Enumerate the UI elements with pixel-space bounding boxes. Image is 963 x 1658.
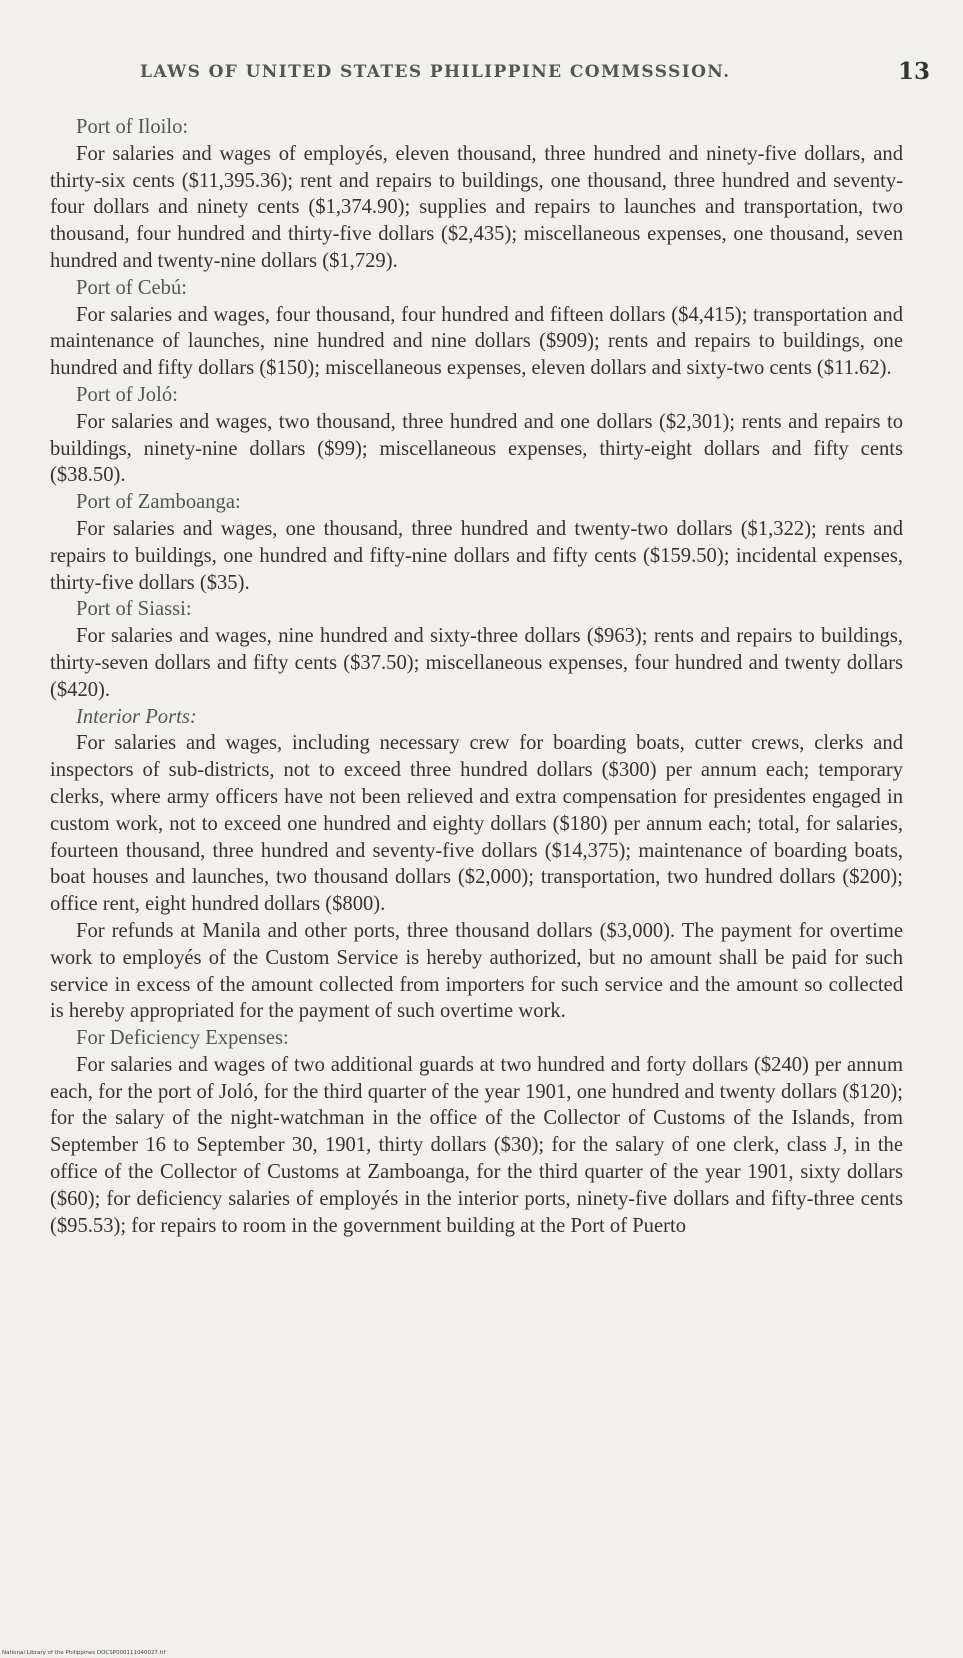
section-paragraph: For salaries and wages of two additional guards at two hundred and forty dollars ($240) per annum each, for the port of Joló, for the third quarter of the year 1901, one hundred and twenty dollars ($120); for the salary of the night-watchman in the office of the Collector of Customs of the Islands, from September 16 to September 30, 1901, thirty dollars ($30); for the salary of one clerk, class J, in the office of the Collector of Customs at Zamboanga, for the third quarter of the year 1901, sixty dollars ($60); for deficiency salaries of employés in the interior ports, ninety-five dollars and fifty-three cents ($95.53); for repairs to room in the government building at the Port of Puerto xyxy=(50,1053,903,1237)
section-paragraph: For salaries and wages, including necessary crew for boarding boats, cutter crews, clerks and inspectors of sub-districts, not to exceed three hundred dollars ($300) per annum each; temporary clerks, where army officers have not been relieved and extra compensation for presidentes engaged in custom work, not to exceed one hundred and eighty dollars ($180) per annum each; total, for salaries, fourteen thousand, three hundred and seventy-five dollars ($14,375); maintenance of boarding boats, boat houses and launches, two thousand dollars ($2,000); transportation, two hundred dollars ($200); office rent, eight hundred dollars ($800). xyxy=(50,732,903,916)
section-paragraph: For salaries and wages, four thousand, four hundred and fifteen dollars ($4,415); transportation and maintenance of launches, nine hundred and nine dollars ($909); rents and repairs to buildings, one hundred and fifty dollars ($150); miscellaneous expenses, eleven dollars and sixty-two cents ($11.62). xyxy=(50,303,903,380)
section-paragraph: For salaries and wages, one thousand, three hundred and twenty-two dollars ($1,322); rents and repairs to buildings, one hundred and fifty-nine dollars and fifty cents ($159.50); incidental expenses, thirty-five dollars ($35). xyxy=(50,517,903,594)
section-heading: Port of Cebú: xyxy=(76,276,187,299)
section-paragraph: For salaries and wages of employés, eleven thousand, three hundred and ninety-five dollars, and thirty-six cents ($11,395.36); rent and repairs to buildings, one thousand, three hundred and seventy-four dollars and ninety cents ($1,374.90); supplies and repairs to launches and transportation, two thousand, four hundred and thirty-five dollars ($2,435); miscellaneous expenses, one thousand, seven hundred and twenty-nine dollars ($1,729). xyxy=(50,142,903,272)
section-paragraph: For salaries and wages, two thousand, three hundred and one dollars ($2,301); rents and repairs to buildings, ninety-nine dollars ($99); miscellaneous expenses, thirty-eight dollars and fifty cents ($38.50). xyxy=(50,410,903,487)
section-heading: Port of Zamboanga: xyxy=(76,491,241,514)
section-heading: Port of Siassi: xyxy=(76,598,192,621)
section-paragraph: For refunds at Manila and other ports, three thousand dollars ($3,000). The payment for overtime work to employés of the Custom Service is hereby authorized, but no amount shall be paid for such service in excess of the amount collected from importers for such service and the amount so collected is hereby appropriated for the payment of such overtime work. xyxy=(50,919,903,1023)
section-paragraph: For salaries and wages, nine hundred and sixty-three dollars ($963); rents and repairs to buildings, thirty-seven dollars and fifty cents ($37.50); miscellaneous expenses, four hundred and twenty dollars ($420). xyxy=(50,625,903,701)
section-heading: Port of Joló: xyxy=(76,383,178,406)
section-heading: For Deficiency Expenses: xyxy=(76,1027,289,1050)
page-number: 13 xyxy=(897,58,930,85)
scan-footer-note: National Library of the Philippines DOCSP000111040027.tif xyxy=(2,1650,166,1656)
section-heading: Interior Ports: xyxy=(76,705,197,728)
header-title: LAWS OF UNITED STATES PHILIPPINE COMMSSSION. xyxy=(140,62,731,82)
running-header xyxy=(140,58,930,92)
document-body xyxy=(50,114,903,1239)
section-heading: Port of Iloilo: xyxy=(76,116,189,138)
